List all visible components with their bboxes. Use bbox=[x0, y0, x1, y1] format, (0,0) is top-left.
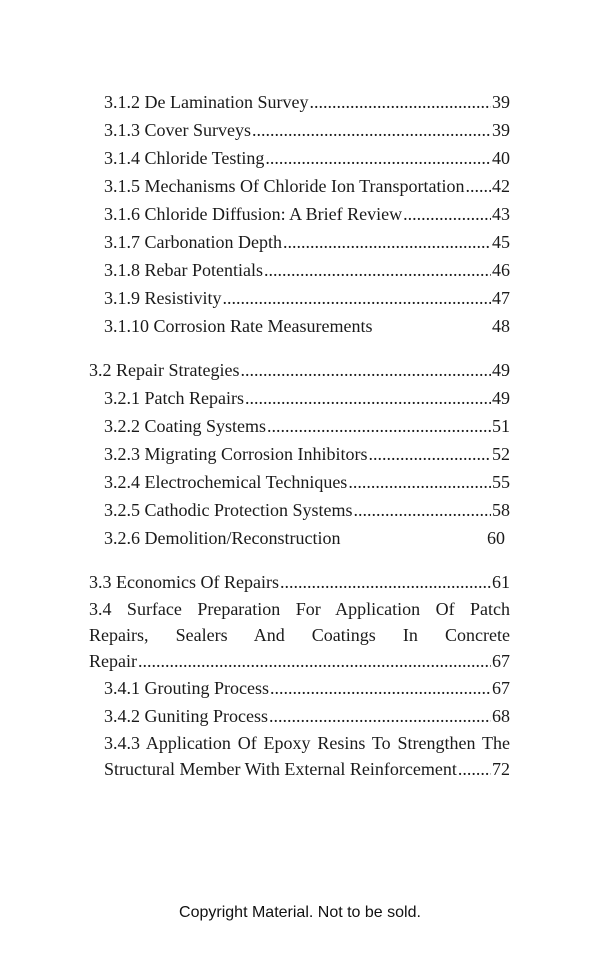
toc-entry-page: 48 bbox=[492, 316, 510, 336]
toc-entry-page: 67 bbox=[492, 678, 510, 698]
toc-entry-3-2-6 bbox=[89, 524, 510, 552]
toc-leader-dots bbox=[245, 384, 491, 412]
toc-leader-dots bbox=[269, 702, 491, 730]
toc-entry-page: 49 bbox=[492, 388, 510, 408]
toc-entry-3-4-3 bbox=[89, 730, 510, 782]
toc-entry-page: 51 bbox=[492, 416, 510, 436]
toc-entry-title: 3.1.7 Carbonation Depth bbox=[104, 232, 282, 252]
toc-entry-page: 42 bbox=[492, 176, 510, 196]
toc-entry-title: 3.1.4 Chloride Testing bbox=[104, 148, 265, 168]
toc-entry-3-4-2 bbox=[89, 702, 510, 730]
toc-entry-title-line: 3.4 Surface Preparation For Application Of Patch bbox=[89, 599, 510, 619]
toc-entry-page: 39 bbox=[492, 120, 510, 140]
toc-leader-dots bbox=[309, 88, 491, 116]
toc-entry-title: 3.3 Economics Of Repairs bbox=[89, 572, 279, 592]
toc-entry-page: 67 bbox=[492, 651, 510, 671]
toc-leader-dots bbox=[348, 468, 491, 496]
toc-entry-title: 3.4.1 Grouting Process bbox=[104, 678, 269, 698]
toc-entry-page: 52 bbox=[492, 444, 510, 464]
toc-leader-dots bbox=[403, 200, 491, 228]
toc-entry-3-3 bbox=[89, 568, 510, 596]
toc-entry-3-1-4 bbox=[89, 144, 510, 172]
toc-leader-dots bbox=[280, 568, 491, 596]
toc-leader-dots bbox=[353, 496, 491, 524]
toc-entry-title: 3.1.8 Rebar Potentials bbox=[104, 260, 263, 280]
toc-entry-title: 3.1.5 Mechanisms Of Chloride Ion Transportation bbox=[104, 176, 465, 196]
toc-entry-3-2-3 bbox=[89, 440, 510, 468]
toc-entry-page: 45 bbox=[492, 232, 510, 252]
toc-entry-title: 3.2.3 Migrating Corrosion Inhibitors bbox=[104, 444, 368, 464]
toc-entry-page: 72 bbox=[492, 759, 510, 779]
toc-entry-page: 47 bbox=[492, 288, 510, 308]
toc-entry-title-line: Repairs, Sealers And Coatings In Concrete bbox=[89, 625, 510, 645]
toc-leader-dots bbox=[252, 116, 491, 144]
toc-entry-3-1-10 bbox=[89, 312, 510, 340]
toc-entry-title: 3.1.9 Resistivity bbox=[104, 288, 222, 308]
toc-entry-page: 61 bbox=[492, 572, 510, 592]
toc-entry-page: 39 bbox=[492, 92, 510, 112]
toc-leader-dots bbox=[458, 756, 491, 782]
toc-entry-page: 60 bbox=[487, 528, 505, 548]
toc-entry-title: 3.2 Repair Strategies bbox=[89, 360, 240, 380]
toc-entry-3-2-2 bbox=[89, 412, 510, 440]
toc-leader-dots bbox=[138, 648, 491, 674]
toc-leader-dots bbox=[267, 412, 491, 440]
toc-entry-title: 3.2.6 Demolition/Reconstruction bbox=[104, 528, 341, 548]
toc-entry-page: 43 bbox=[492, 204, 510, 224]
toc-leader-dots bbox=[270, 674, 491, 702]
toc-entry-title: 3.1.2 De Lamination Survey bbox=[104, 92, 309, 112]
toc-entry-title: 3.1.3 Cover Surveys bbox=[104, 120, 251, 140]
toc-entry-3-1-5 bbox=[89, 172, 510, 200]
copyright-notice: Copyright Material. Not to be sold. bbox=[179, 904, 421, 921]
toc-leader-dots bbox=[369, 440, 492, 468]
toc-entry-title: 3.2.5 Cathodic Protection Systems bbox=[104, 500, 353, 520]
toc-entry-title: 3.2.4 Electrochemical Techniques bbox=[104, 472, 348, 492]
toc-entry-title: 3.1.6 Chloride Diffusion: A Brief Review bbox=[104, 204, 403, 224]
toc-entry-3-2-5 bbox=[89, 496, 510, 524]
toc-entry-3-2 bbox=[89, 356, 510, 384]
toc-entry-title: 3.2.1 Patch Repairs bbox=[104, 388, 244, 408]
toc-leader-dots bbox=[264, 256, 491, 284]
toc-entry-title-line: Structural Member With External Reinforcement bbox=[104, 759, 457, 779]
table-of-contents bbox=[89, 88, 510, 782]
toc-entry-page: 55 bbox=[492, 472, 510, 492]
toc-leader-dots bbox=[265, 144, 491, 172]
toc-leader-dots bbox=[223, 284, 491, 312]
toc-entry-3-1-8 bbox=[89, 256, 510, 284]
toc-entry-3-1-2 bbox=[89, 88, 510, 116]
toc-entry-3-4-1 bbox=[89, 674, 510, 702]
toc-entry-title: 3.2.2 Coating Systems bbox=[104, 416, 267, 436]
toc-entry-page: 40 bbox=[492, 148, 510, 168]
toc-entry-3-1-9 bbox=[89, 284, 510, 312]
toc-leader-dots bbox=[465, 172, 491, 200]
toc-leader-dots bbox=[283, 228, 491, 256]
toc-entry-title-line: Repair bbox=[89, 651, 137, 671]
toc-entry-page: 68 bbox=[492, 706, 510, 726]
toc-entry-3-2-4 bbox=[89, 468, 510, 496]
toc-entry-3-1-3 bbox=[89, 116, 510, 144]
toc-entry-3-4 bbox=[89, 596, 510, 674]
toc-entry-3-1-6 bbox=[89, 200, 510, 228]
toc-entry-3-2-1 bbox=[89, 384, 510, 412]
toc-entry-page: 46 bbox=[492, 260, 510, 280]
toc-entry-title: 3.4.2 Guniting Process bbox=[104, 706, 268, 726]
toc-entry-page: 49 bbox=[492, 360, 510, 380]
toc-leader-dots bbox=[240, 356, 491, 384]
toc-entry-title: 3.1.10 Corrosion Rate Measurements bbox=[104, 316, 373, 336]
toc-entry-page: 58 bbox=[492, 500, 510, 520]
toc-entry-title-line: 3.4.3 Application Of Epoxy Resins To Strengthen The bbox=[104, 733, 510, 753]
toc-entry-3-1-7 bbox=[89, 228, 510, 256]
